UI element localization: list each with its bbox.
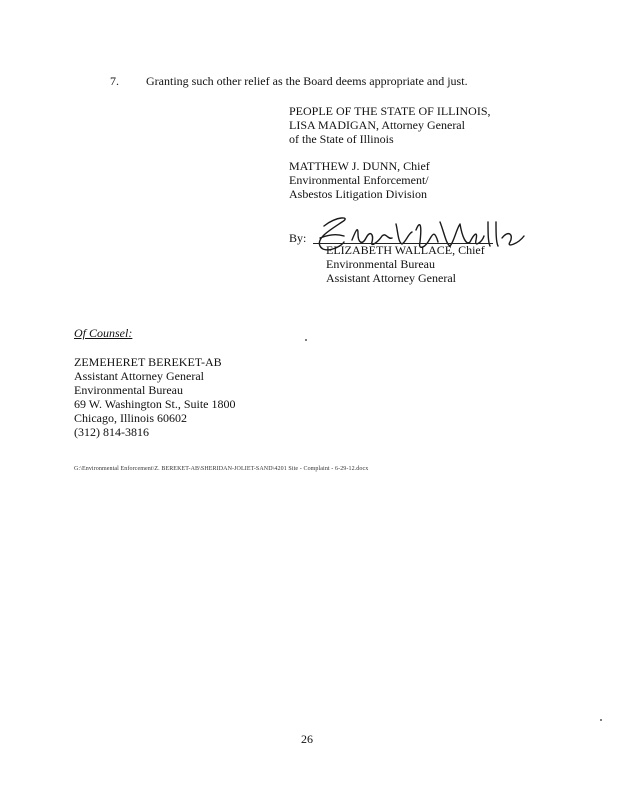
clause-text: Granting such other relief as the Board deems appropriate and just.	[146, 74, 468, 88]
division-line-2: Environmental Enforcement/	[289, 173, 429, 187]
counsel-name: ZEMEHERET BEREKET-AB	[74, 355, 222, 369]
page-number: 26	[301, 732, 313, 746]
file-path: G:\Environmental Enforcement\Z. BEREKET-AB\SHERIDAN-JOLIET-SAND\4201 Site - Complaint - 6-29-12.docx	[74, 466, 369, 472]
division-chief: MATTHEW J. DUNN, Chief	[289, 159, 430, 173]
division-line-3: Asbestos Litigation Division	[289, 187, 427, 201]
scan-speck	[600, 719, 602, 721]
counsel-title: Assistant Attorney General	[74, 369, 204, 383]
signer-name: ELIZABETH WALLACE, Chief	[326, 243, 485, 257]
plaintiff-line-1: PEOPLE OF THE STATE OF ILLINOIS,	[289, 104, 491, 118]
signer-title: Assistant Attorney General	[326, 271, 456, 285]
by-label: By:	[289, 231, 307, 245]
counsel-address-2: Chicago, Illinois 60602	[74, 411, 187, 425]
counsel-address-1: 69 W. Washington St., Suite 1800	[74, 397, 236, 411]
plaintiff-line-2: LISA MADIGAN, Attorney General	[289, 118, 465, 132]
plaintiff-line-3: of the State of Illinois	[289, 132, 394, 146]
scan-speck	[305, 339, 307, 341]
counsel-bureau: Environmental Bureau	[74, 383, 183, 397]
counsel-phone: (312) 814-3816	[74, 425, 149, 439]
counsel-heading: Of Counsel:	[74, 326, 133, 340]
clause-number: 7.	[110, 74, 119, 88]
signer-bureau: Environmental Bureau	[326, 257, 435, 271]
